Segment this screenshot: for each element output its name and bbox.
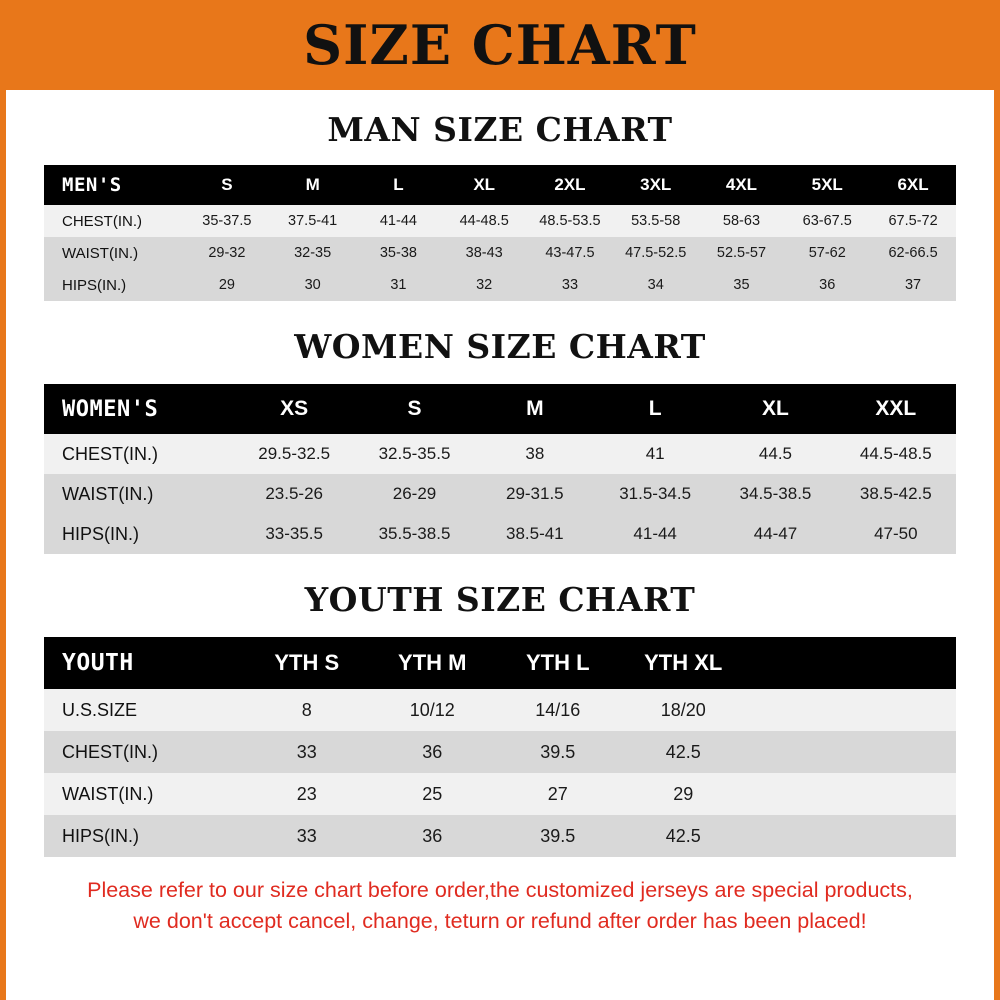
cell: 23 xyxy=(244,773,370,815)
table-row xyxy=(44,205,956,237)
cell: 34 xyxy=(613,269,699,301)
cell: 44.5-48.5 xyxy=(836,434,956,474)
cell: 35-38 xyxy=(356,237,442,269)
cell: 38-43 xyxy=(441,237,527,269)
row-label: CHEST(IN.) xyxy=(44,731,244,773)
cell: 41 xyxy=(595,434,715,474)
col-header: 2XL xyxy=(527,165,613,205)
table-row xyxy=(44,269,956,301)
cell: 35.5-38.5 xyxy=(354,514,474,554)
footer-note xyxy=(6,857,994,936)
cell: 36 xyxy=(370,731,496,773)
col-header: 6XL xyxy=(870,165,956,205)
col-header: YTH L xyxy=(495,637,621,689)
col-header: 4XL xyxy=(699,165,785,205)
row-label: WAIST(IN.) xyxy=(44,237,184,269)
cell: 36 xyxy=(784,269,870,301)
cell: 41-44 xyxy=(356,205,442,237)
col-header: L xyxy=(595,384,715,434)
cell: 33 xyxy=(244,731,370,773)
col-header: M xyxy=(475,384,595,434)
col-header: YTH S xyxy=(244,637,370,689)
cell-empty xyxy=(746,815,956,857)
men-section-title: MAN SIZE CHART xyxy=(327,110,673,149)
cell: 14/16 xyxy=(495,689,621,731)
col-header: XL xyxy=(441,165,527,205)
cell: 32 xyxy=(441,269,527,301)
cell: 42.5 xyxy=(621,731,747,773)
cell: 41-44 xyxy=(595,514,715,554)
cell: 33-35.5 xyxy=(234,514,354,554)
cell: 31.5-34.5 xyxy=(595,474,715,514)
cell: 44-48.5 xyxy=(441,205,527,237)
col-header: MEN'S xyxy=(44,165,184,205)
youth-table-wrap xyxy=(6,637,994,857)
cell-empty xyxy=(746,773,956,815)
col-header: 3XL xyxy=(613,165,699,205)
cell: 35-37.5 xyxy=(184,205,270,237)
cell: 33 xyxy=(527,269,613,301)
cell: 29-31.5 xyxy=(475,474,595,514)
cell: 44-47 xyxy=(715,514,835,554)
cell: 37 xyxy=(870,269,956,301)
cell: 47-50 xyxy=(836,514,956,554)
cell: 32.5-35.5 xyxy=(354,434,474,474)
row-label: HIPS(IN.) xyxy=(44,269,184,301)
cell: 38.5-42.5 xyxy=(836,474,956,514)
cell: 58-63 xyxy=(699,205,785,237)
cell: 43-47.5 xyxy=(527,237,613,269)
table-row xyxy=(44,689,956,731)
cell: 33 xyxy=(244,815,370,857)
cell: 57-62 xyxy=(784,237,870,269)
men-table-wrap xyxy=(6,165,994,301)
row-label: U.S.SIZE xyxy=(44,689,244,731)
col-header: XXL xyxy=(836,384,956,434)
table-header-row xyxy=(44,637,956,689)
col-header: XL xyxy=(715,384,835,434)
col-header: YTH M xyxy=(370,637,496,689)
youth-section-title: YOUTH SIZE CHART xyxy=(304,580,696,619)
table-row xyxy=(44,773,956,815)
col-header: M xyxy=(270,165,356,205)
col-header: YTH XL xyxy=(621,637,747,689)
col-header: S xyxy=(354,384,474,434)
cell: 8 xyxy=(244,689,370,731)
footer-note-line-2: we don't accept cancel, change, teturn or refund after order has been placed! xyxy=(133,908,867,933)
col-header: S xyxy=(184,165,270,205)
row-label: HIPS(IN.) xyxy=(44,514,234,554)
cell: 34.5-38.5 xyxy=(715,474,835,514)
cell: 25 xyxy=(370,773,496,815)
table-header-row xyxy=(44,165,956,205)
youth-size-table xyxy=(44,637,956,857)
table-row xyxy=(44,815,956,857)
cell: 18/20 xyxy=(621,689,747,731)
cell: 37.5-41 xyxy=(270,205,356,237)
col-header: WOMEN'S xyxy=(44,384,234,434)
table-header-row xyxy=(44,384,956,434)
women-table-wrap xyxy=(6,384,994,554)
table-row xyxy=(44,474,956,514)
page-title: SIZE CHART xyxy=(303,13,697,77)
cell: 10/12 xyxy=(370,689,496,731)
cell: 26-29 xyxy=(354,474,474,514)
men-size-table xyxy=(44,165,956,301)
table-row xyxy=(44,514,956,554)
row-label: HIPS(IN.) xyxy=(44,815,244,857)
cell: 29.5-32.5 xyxy=(234,434,354,474)
cell-empty xyxy=(746,731,956,773)
cell: 29 xyxy=(184,269,270,301)
header-banner xyxy=(0,0,1000,90)
table-row xyxy=(44,731,956,773)
cell: 31 xyxy=(356,269,442,301)
table-row xyxy=(44,237,956,269)
col-header: YOUTH xyxy=(44,637,244,689)
cell: 27 xyxy=(495,773,621,815)
row-label: WAIST(IN.) xyxy=(44,474,234,514)
row-label: CHEST(IN.) xyxy=(44,205,184,237)
cell: 29-32 xyxy=(184,237,270,269)
footer-note-line-1: Please refer to our size chart before order,the customized jerseys are special products, xyxy=(87,878,913,902)
cell: 36 xyxy=(370,815,496,857)
cell-empty xyxy=(746,689,956,731)
table-row xyxy=(44,434,956,474)
cell: 23.5-26 xyxy=(234,474,354,514)
cell: 42.5 xyxy=(621,815,747,857)
cell: 53.5-58 xyxy=(613,205,699,237)
cell: 48.5-53.5 xyxy=(527,205,613,237)
cell: 52.5-57 xyxy=(699,237,785,269)
cell: 63-67.5 xyxy=(784,205,870,237)
cell: 44.5 xyxy=(715,434,835,474)
cell: 38 xyxy=(475,434,595,474)
col-header-empty xyxy=(746,637,956,689)
cell: 29 xyxy=(621,773,747,815)
cell: 67.5-72 xyxy=(870,205,956,237)
col-header: 5XL xyxy=(784,165,870,205)
cell: 39.5 xyxy=(495,731,621,773)
col-header: XS xyxy=(234,384,354,434)
row-label: CHEST(IN.) xyxy=(44,434,234,474)
cell: 35 xyxy=(699,269,785,301)
cell: 32-35 xyxy=(270,237,356,269)
row-label: WAIST(IN.) xyxy=(44,773,244,815)
cell: 30 xyxy=(270,269,356,301)
cell: 62-66.5 xyxy=(870,237,956,269)
col-header: L xyxy=(356,165,442,205)
cell: 38.5-41 xyxy=(475,514,595,554)
women-size-table xyxy=(44,384,956,554)
cell: 39.5 xyxy=(495,815,621,857)
women-section-title: WOMEN SIZE CHART xyxy=(294,327,706,366)
cell: 47.5-52.5 xyxy=(613,237,699,269)
